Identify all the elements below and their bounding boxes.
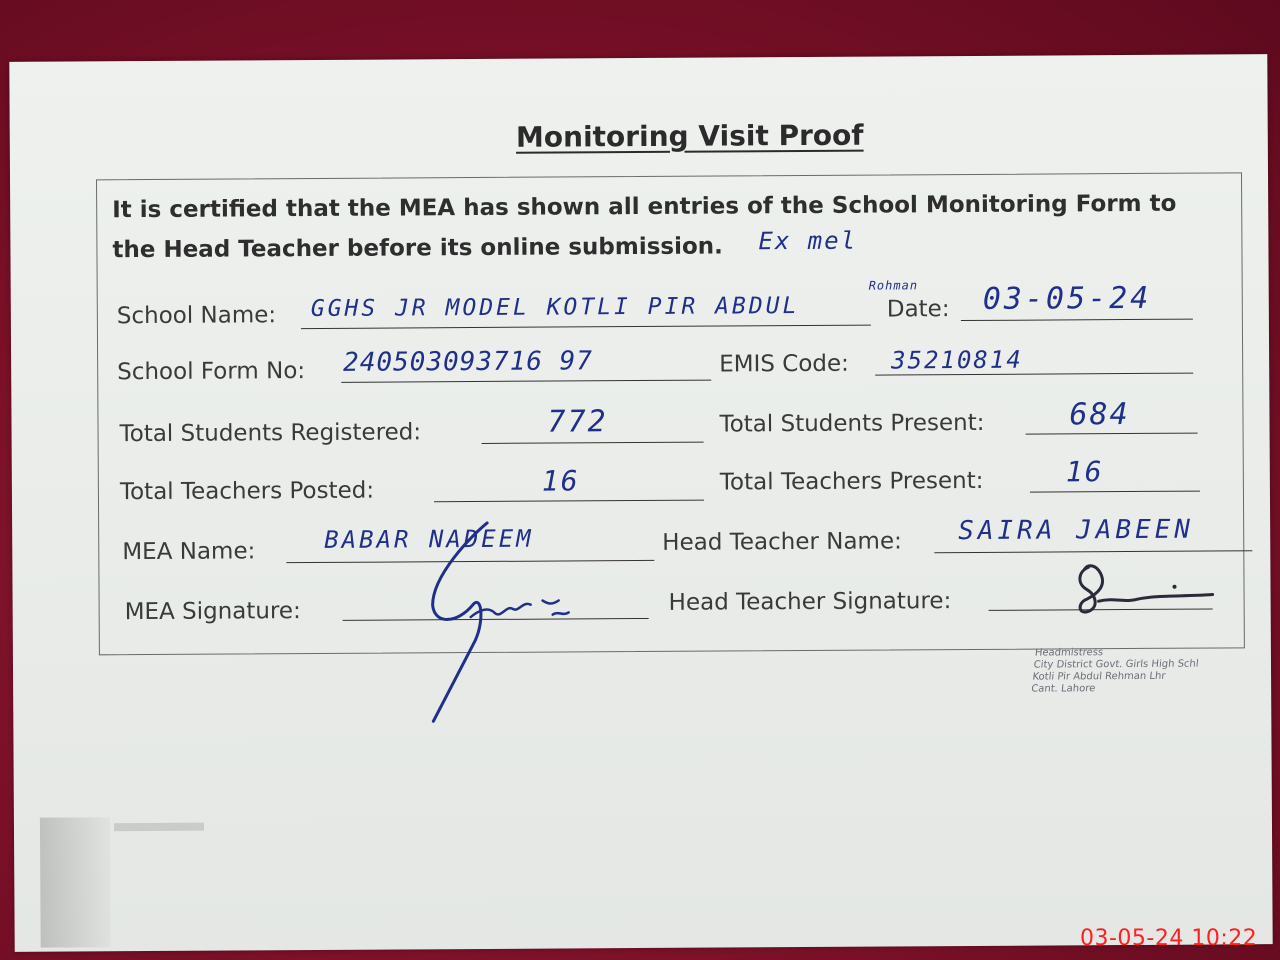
head-teacher-name-value: SAIRA JABEEN xyxy=(958,514,1195,547)
total-students-registered-label: Total Students Registered: xyxy=(119,419,422,448)
school-form-no-value: 240503093716 97 xyxy=(343,346,594,378)
mea-name-value: BABAR NADEEM xyxy=(324,524,534,554)
scan-smudge-line xyxy=(114,823,204,832)
scan-smudge xyxy=(40,817,111,947)
school-name-suffix: Rohman xyxy=(868,278,919,293)
stamp-line-4: Cant. Lahore xyxy=(1030,683,1096,695)
total-teachers-present-label: Total Teachers Present: xyxy=(719,467,984,496)
school-stamp xyxy=(1031,647,1201,696)
head-teacher-signature-label: Head Teacher Signature: xyxy=(668,588,952,616)
form-title: Monitoring Visit Proof xyxy=(515,118,864,154)
emis-code-value: 35210814 xyxy=(891,345,1023,375)
total-students-registered-value: 772 xyxy=(547,404,608,440)
mea-signature-mark xyxy=(412,504,613,685)
stamp-line-3: Kotli Pir Abdul Rehman Lhr xyxy=(1031,670,1166,683)
head-teacher-signature-mark xyxy=(1062,554,1233,645)
date-label: Date: xyxy=(886,296,950,323)
stamp-line-1: Headmistress xyxy=(1034,647,1104,659)
emis-code-label: EMIS Code: xyxy=(719,350,849,378)
total-students-present-value: 684 xyxy=(1069,397,1130,433)
total-teachers-posted-label: Total Teachers Posted: xyxy=(119,477,375,506)
mea-name-label: MEA Name: xyxy=(122,538,256,566)
total-students-present-label: Total Students Present: xyxy=(719,409,985,438)
date-value: 03-05-24 xyxy=(982,280,1152,317)
stamp-line-2: City District Govt. Girls High Schl xyxy=(1033,658,1200,671)
head-teacher-name-label: Head Teacher Name: xyxy=(662,528,902,556)
certification-line-1: It is certified that the MEA has shown all entries of the School Monitoring Form to xyxy=(112,190,1177,224)
camera-timestamp: 03-05-24 10:22 xyxy=(1080,926,1258,951)
monitoring-visit-paper xyxy=(9,54,1272,952)
certification-line-2: the Head Teacher before its online submission. xyxy=(112,233,723,264)
certification-note: Ex mel xyxy=(758,226,858,256)
school-name-label: School Name: xyxy=(116,302,277,330)
school-name-value: GGHS JR MODEL KOTLI PIR ABDUL xyxy=(310,293,800,323)
total-teachers-present-value: 16 xyxy=(1065,455,1104,489)
mea-signature-label: MEA Signature: xyxy=(124,598,301,626)
school-form-no-label: School Form No: xyxy=(117,358,306,386)
total-teachers-posted-value: 16 xyxy=(541,464,580,498)
